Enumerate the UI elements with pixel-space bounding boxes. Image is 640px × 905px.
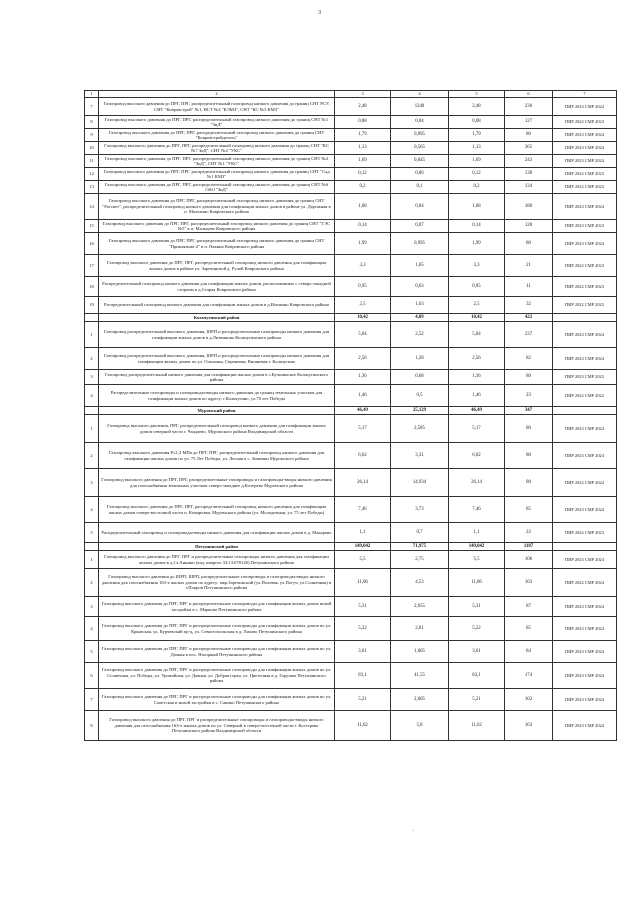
row-number: 2 [85, 348, 99, 370]
value-col3: 1,79 [335, 129, 391, 142]
header-row [85, 91, 617, 98]
object-name: Газопровод высокого давления, ПРГ, распределительный газопровод низкого давления для газификации жилых домов северной части г. Чаадаево, Муромского района Владимирской области [99, 415, 335, 443]
table-row [85, 348, 617, 370]
term: ПИР 2023 СМР 2024 [553, 322, 617, 348]
term: ПИР 2022 СМР 2023 [553, 255, 617, 277]
value-col4: 2,585 [391, 415, 449, 443]
row-number: 8 [85, 711, 99, 741]
object-name: Газопровод высокого давления до ПРГ, ПРГ и распределительные газопроводы для газификации жилых домов по ул. Советская и новой застройки в с. Санино Петушинского района [99, 689, 335, 711]
value-col3: 3,61 [335, 641, 391, 663]
value-col3: 5,22 [335, 617, 391, 641]
value-col3: 11,06 [335, 569, 391, 597]
value-col5: 3,61 [449, 641, 505, 663]
value-col4: 2,52 [391, 322, 449, 348]
value-col3: 0,08 [335, 116, 391, 129]
table-row [85, 116, 617, 129]
value-col6: 84 [505, 641, 553, 663]
value-col6: 22 [505, 523, 553, 543]
value-col5: 1,99 [449, 233, 505, 255]
table-row [85, 443, 617, 469]
value-col5: 7,46 [449, 497, 505, 523]
object-name: Распределительный газопровод низкого давления для газификации жилых домов, расположенных с северо-западной стороны в д.Старая Ковровского района [99, 277, 335, 297]
object-name: Газопровод высокого давления до ПРГ, ПРГ, распределительный газопровод низкого давления до границ СНТ №1 "ЗиД" [99, 116, 335, 129]
header-cell: 1 [85, 91, 99, 98]
value-col5: 5,31 [449, 597, 505, 617]
term: ПИР 2023 СМР 2024 [553, 597, 617, 617]
value-col3: 5,04 [335, 322, 391, 348]
table-row [85, 129, 617, 142]
value-col4: 0,1 [391, 181, 449, 194]
value-col6: 21 [505, 255, 553, 277]
value-col5: 11,62 [449, 711, 505, 741]
value-col6: 102 [505, 689, 553, 711]
table-row [85, 142, 617, 155]
value-col5: 1,79 [449, 129, 505, 142]
row-number: 13 [85, 181, 99, 194]
value-col6: 163 [505, 569, 553, 597]
value-col5: 149,042 [449, 543, 505, 551]
object-name: Газопровод высокого давления до ПРГ, ПРГ, распределительный газопровод низкого давления для газификации жилых домов в районе ул. Заречинской д. Ручей Ковровского района [99, 255, 335, 277]
term: ПИР 2023 СМР 2024 [553, 497, 617, 523]
table-row [85, 469, 617, 497]
value-col5: 1,13 [449, 142, 505, 155]
row-number: 7 [85, 98, 99, 116]
object-name: Газопровод высокого давления до ПРГ, ПРГ и распределительные газопроводы для газификации жилых домов по ул. Крымская, ул. Курчевский пр-д, ул. Севастопольская в д. Ляхово Петушинского района [99, 617, 335, 641]
value-col3: 149,042 [335, 543, 391, 551]
term: ПИР 2022 СМР 2023 [553, 116, 617, 129]
row-number: 4 [85, 385, 99, 407]
object-name: Газопровод распределительный высокого давления, ШРП и распределительные газопроводы низкого давления для газификации жилых домов в д.Литвиново Кольчугинского района [99, 322, 335, 348]
value-col3: 1,68 [335, 194, 391, 220]
object-name: Распределительные газопроводы и газопроводы-вводы низкого давления до границ земельных участков для газификации жилых домов по адресу: г.Кольчугино, ул.70 лет Победы [99, 385, 335, 407]
value-col4: 0,7 [391, 523, 449, 543]
value-col4: 0,995 [391, 233, 449, 255]
value-col4: 1,28 [391, 348, 449, 370]
object-name: Газопровод высокого давления до ПРГ, ПРГ, распределительный газопровод низкого давления до границ СНТ №6 ОАО "ЗиД" [99, 181, 335, 194]
table-row [85, 641, 617, 663]
district-subtotal-row [85, 314, 617, 322]
value-col3: 0,2 [335, 181, 391, 194]
row-number: 18 [85, 277, 99, 297]
row-number: 11 [85, 155, 99, 168]
row-number: 8 [85, 116, 99, 129]
value-col3: 5,5 [335, 551, 391, 569]
value-col4: 0,565 [391, 142, 449, 155]
object-name: Газопровод высокого давления до ПРГ, ПРГ и распределительные газопроводы для газификации жилых домов по ул. Дачная в пос. Нагорный Петушинского района [99, 641, 335, 663]
value-col6: 85 [505, 497, 553, 523]
value-col3: 1,99 [335, 233, 391, 255]
row-number: 1 [85, 322, 99, 348]
object-name: Газопровод высокого давления до ПРГ, ПРГ и распределительные газопроводы для газификации жилых домов новой застройки в с. Марково Петушинского района [99, 597, 335, 617]
value-col5: 5,04 [449, 322, 505, 348]
value-col4: 0,845 [391, 155, 449, 168]
value-col4: 2,75 [391, 551, 449, 569]
row-number: 9 [85, 129, 99, 142]
value-col5: 5,22 [449, 617, 505, 641]
table-row [85, 617, 617, 641]
row-number: 15 [85, 220, 99, 233]
table-row [85, 181, 617, 194]
object-name: Распределительный газопровод и газопроводы-вводы низкого давления для газификации жилых домов в д. Макарово [99, 523, 335, 543]
value-col6: 365 [505, 142, 553, 155]
term [553, 314, 617, 322]
object-name: Газопровод высокого давления Р≤1,2 МПа до ПРГ, ПРГ, распределительный газопровод низкого давления для газификации жилых домов по ул. 75 Лет Победы, ул. Лесная в с. Зименки Муромского района [99, 443, 335, 469]
value-col5: 26,14 [449, 469, 505, 497]
term: ПИР 2023 СМР 2023 [553, 370, 617, 385]
row-number: 19 [85, 297, 99, 314]
term: ПИР 2023 СМР 2024 [553, 689, 617, 711]
term: ПИР 2023 СМР 2024 [553, 711, 617, 741]
row-number: 4 [85, 497, 99, 523]
object-name: Газопровод высокого давления до ПРГ, ПРГ, распределительный газопровод низкого давления до границ СНТ "ГЭС №5" в п. Мальцево Ковровского района [99, 220, 335, 233]
value-col5: 1,1 [449, 523, 505, 543]
value-col6: 236 [505, 98, 553, 116]
object-name: Газопровод высокого давления до ПРГ, ПРГ и распределительные газопроводы низкого давления для газификации жилых домов в д.Ст.Аннино (кад. квартал 33:13:070126) Петушинского района [99, 551, 335, 569]
table-row [85, 168, 617, 181]
table-row [85, 497, 617, 523]
value-col3: 83,1 [335, 663, 391, 689]
term [553, 407, 617, 415]
value-col6: 106 [505, 551, 553, 569]
value-col5: 0,14 [449, 220, 505, 233]
value-col4: 1,65 [391, 255, 449, 277]
value-col3: 3,3 [335, 255, 391, 277]
value-col4: 3,31 [391, 443, 449, 469]
row-number: 3 [85, 469, 99, 497]
value-col3: 2,56 [335, 348, 391, 370]
district-name: Кольчугинский район [99, 314, 335, 322]
header-cell: 3 [335, 91, 391, 98]
value-col5: 1,36 [449, 370, 505, 385]
value-col3: 1,13 [335, 142, 391, 155]
value-col5: 10,42 [449, 314, 505, 322]
value-col5: 5,5 [449, 551, 505, 569]
term [553, 543, 617, 551]
value-col3: 1,69 [335, 155, 391, 168]
value-col5: 11,06 [449, 569, 505, 597]
value-col4: 2,605 [391, 689, 449, 711]
value-col4: 4,09 [391, 314, 449, 322]
term: ПИР 2023 СМР 2024 [553, 155, 617, 168]
value-col5: 46,49 [449, 407, 505, 415]
term: ПИР 2023 СМР 2024 [553, 194, 617, 220]
value-col4: 1,805 [391, 641, 449, 663]
value-col5: 1,68 [449, 194, 505, 220]
value-col6: 85 [505, 617, 553, 641]
table-row [85, 597, 617, 617]
header-cell: 4 [391, 91, 449, 98]
object-name: Газопровод высокого давления до ШРП, ШРП, распределительные газопроводы и газопроводы-вводы низкого давления для газоснабжения 163-х жилых домов по адресу: мкр.Заречинский (ул.Полевая, ул.Погуч, ул.Солнечная) в г.Покров Петушинского района [99, 569, 335, 597]
term: ПИР 2023 СМР 2024 [553, 129, 617, 142]
value-col4: 0,07 [391, 220, 449, 233]
value-col5: 1,46 [449, 385, 505, 407]
value-col6: 80 [505, 415, 553, 443]
row-number: 2 [85, 569, 99, 597]
district-name: Петушинский район [99, 543, 335, 551]
value-col3: 6,62 [335, 443, 391, 469]
value-col6: 1187 [505, 543, 553, 551]
value-col6: 243 [505, 155, 553, 168]
value-col4: 0,68 [391, 370, 449, 385]
term: ПИР 2023 СМР 2024 [553, 551, 617, 569]
value-col6: 80 [505, 129, 553, 142]
value-col5: 1,69 [449, 155, 505, 168]
object-name: Газопровод высокого давления до ПРГ, ПРГ и распределительные газопроводы для газификации жилых домов по ул. Солнечная, ул. Победы, ул. Урожайная, ул. Дачная, ул. Добрая горка, ул. Цветочная в д. Горушка Петушинского района [99, 663, 335, 689]
object-name: Газопровод высокого давления до ПРГ, ПРГ, распределительный газопровод низкого давления до границ СНТ №2 "ЗиД", СНТ №1 "УКС" [99, 155, 335, 168]
value-col4: 0,04 [391, 116, 449, 129]
value-col5: 2,56 [449, 348, 505, 370]
term: ПИР 2022 СМР 2024 [553, 569, 617, 597]
row-number: 1 [85, 415, 99, 443]
value-col3: 2,5 [335, 297, 391, 314]
table-row [85, 569, 617, 597]
value-col3: 26,14 [335, 469, 391, 497]
value-col4: 14,934 [391, 469, 449, 497]
value-col5: 0,08 [449, 116, 505, 129]
header-cell: 5 [449, 91, 505, 98]
value-col3: 2,48 [335, 98, 391, 116]
value-col6: 23 [505, 385, 553, 407]
row-number [85, 314, 99, 322]
row-number: 12 [85, 168, 99, 181]
table-row [85, 663, 617, 689]
row-number: 14 [85, 194, 99, 220]
value-col3: 0,14 [335, 220, 391, 233]
term: ПИР 2022 СМР 2024 [553, 469, 617, 497]
row-number: 5 [85, 523, 99, 543]
term: ПИР 2023 СМР 2024 [553, 663, 617, 689]
table-row [85, 370, 617, 385]
value-col3: 5,21 [335, 689, 391, 711]
table-row [85, 711, 617, 741]
term: ПИР 2023 СМР 2024 [553, 233, 617, 255]
object-name: Газопровод высокого давления до ПРГ, ПРГ, распределительный газопровод низкого давления до границ СНТ РСУ, СНТ "Ковровстрой" №1, НСТ №4 "КЭМЗ", СНТ "КС №3 КМЗ" [99, 98, 335, 116]
value-col5: 3,3 [449, 255, 505, 277]
header-cell: 2 [99, 91, 335, 98]
table-row [85, 415, 617, 443]
value-col3: 46,49 [335, 407, 391, 415]
value-col5: 5,17 [449, 415, 505, 443]
row-number [85, 407, 99, 415]
table-row [85, 255, 617, 277]
row-number: 3 [85, 370, 99, 385]
row-number: 5 [85, 641, 99, 663]
value-col6: 82 [505, 348, 553, 370]
term: ПИР 2022 СМР 2023 [553, 297, 617, 314]
value-col4: 2,61 [391, 617, 449, 641]
value-col3: 0,12 [335, 168, 391, 181]
value-col3: 11,62 [335, 711, 391, 741]
value-col3: 5,31 [335, 597, 391, 617]
term: ПИР 2023 СМР 2023 [553, 220, 617, 233]
value-col3: 5,17 [335, 415, 391, 443]
value-col6: 174 [505, 663, 553, 689]
term: ПИР 2023 СМР 2024 [553, 415, 617, 443]
district-subtotal-row [85, 543, 617, 551]
object-name: Газопровод высокого давления до ПРГ, ПРГ, распределительный газопровод низкого давления до границ СНТ "Рассвет", распределительный газопровод низкого давления для газификации жилых домов в районе ул. Дорожная в п. Мальтино Ковровского района [99, 194, 335, 220]
object-name: Газопровод распределительный низкого давления для газификации жилых домов в с.Кучшинское Кольчугинского района [99, 370, 335, 385]
row-number: 7 [85, 689, 99, 711]
value-col4: 0,84 [391, 194, 449, 220]
value-col4: 25,129 [391, 407, 449, 415]
value-col6: 237 [505, 322, 553, 348]
row-number: 16 [85, 233, 99, 255]
table-row [85, 220, 617, 233]
row-number: 17 [85, 255, 99, 277]
table-row [85, 322, 617, 348]
term: ПИР 2022 СМР 2023 [553, 181, 617, 194]
value-col6: 80 [505, 443, 553, 469]
footer-mark: · [412, 828, 414, 834]
value-col6: 80 [505, 370, 553, 385]
value-col3: 1,1 [335, 523, 391, 543]
value-col5: 5,21 [449, 689, 505, 711]
value-col4: 0,06 [391, 168, 449, 181]
value-col4: 41,55 [391, 663, 449, 689]
value-col4: 0,63 [391, 277, 449, 297]
header-cell: 6 [505, 91, 553, 98]
term: ПИР 2023 СМР 2024 [553, 443, 617, 469]
value-col4: 3,73 [391, 497, 449, 523]
value-col5: 6,62 [449, 443, 505, 469]
object-name: Газопровод высокого давления до ПРГ, ПРГ, распределительный газопровод низкого давления до границ СНТ "КС №7 ЗиД", СНТ №2 "УКС" [99, 142, 335, 155]
object-name: Газопровод высокого давления до ПРГ, ПРГ, распределительный газопровод низкого давления для газификации жилых домов северо-восточной части п. Комаровка, Муромского района (ул. Молодежная, ул. 75 лет Победы) [99, 497, 335, 523]
value-col5: 0,12 [449, 168, 505, 181]
term: ПИР 2023 СМР 2024 [553, 348, 617, 370]
object-name: Газопровод высокого давления до ПРГ, ПРГ, распределительный газопровод низкого давления до границ СНТ "Ковровстройдеталь" [99, 129, 335, 142]
object-name: Газопровод высокого давления до ПРГ, ПРГ, распределительный газопровод низкого давления до границ СНТ "Сад №1 КМЗ" [99, 168, 335, 181]
term: ПИР 2022 СМР 2023 [553, 523, 617, 543]
value-col6: 80 [505, 233, 553, 255]
row-number: 10 [85, 142, 99, 155]
value-col3: 1,46 [335, 385, 391, 407]
value-col5: 2,48 [449, 98, 505, 116]
object-name: Газопровод высокого давления до ПРГ, ПРГ, распределительный газопровод низкого давления до границ СНТ "Приклязьма-2" в п. Пакино Ковровского района [99, 233, 335, 255]
value-col6: 80 [505, 469, 553, 497]
value-col3: 7,46 [335, 497, 391, 523]
value-col6: 11 [505, 277, 553, 297]
value-col6: 163 [505, 711, 553, 741]
table-row [85, 385, 617, 407]
table-row [85, 277, 617, 297]
term: ПИР 2023 СМР 2024 [553, 641, 617, 663]
term: ПИР 2022 СМР 2023 [553, 277, 617, 297]
value-col5: 2,5 [449, 297, 505, 314]
table-row [85, 155, 617, 168]
object-name: Газопровод высокого давления до ПРГ, ПРГ, распределительные газопроводы и газопроводы-вводы низкого давления для газоснабжения земельных участков северо-западнее д.Клтерево Муромского района [99, 469, 335, 497]
value-col4: 1240 [391, 98, 449, 116]
value-col6: 422 [505, 314, 553, 322]
value-col6: 127 [505, 116, 553, 129]
term: ПИР 2023 СМР 2024 [553, 617, 617, 641]
row-number: 1 [85, 551, 99, 569]
value-col6: 130 [505, 168, 553, 181]
value-col4: 2,655 [391, 597, 449, 617]
gasification-table [84, 90, 617, 741]
value-col5: 0,2 [449, 181, 505, 194]
row-number [85, 543, 99, 551]
value-col5: 83,1 [449, 663, 505, 689]
table-row [85, 297, 617, 314]
header-cell: 7 [553, 91, 617, 98]
value-col4: 0,5 [391, 385, 449, 407]
object-name: Газопровод распределительный высокого давления, ШРП и распределительные газопроводы низкого давления для газификации жилых домов по ул. Ольховая, Сиреневая, Вишневая г. Кольчугино [99, 348, 335, 370]
value-col6: 180 [505, 194, 553, 220]
value-col3: 10,42 [335, 314, 391, 322]
term: ПИР 2023 СМР 2024 [553, 98, 617, 116]
value-col6: 87 [505, 597, 553, 617]
value-col3: 0,95 [335, 277, 391, 297]
row-number: 4 [85, 617, 99, 641]
table-row [85, 551, 617, 569]
object-name: Распределительный газопровод низкого давления для газификации жилых домов в д.Ильмино Ковровского района [99, 297, 335, 314]
term: ПИР 2022 СМР 2023 [553, 168, 617, 181]
value-col6: 347 [505, 407, 553, 415]
row-number: 6 [85, 663, 99, 689]
row-number: 2 [85, 443, 99, 469]
value-col3: 1,36 [335, 370, 391, 385]
value-col5: 0,95 [449, 277, 505, 297]
value-col4: 5,8 [391, 711, 449, 741]
table-row [85, 689, 617, 711]
row-number: 3 [85, 597, 99, 617]
table-row [85, 523, 617, 543]
value-col6: 128 [505, 220, 553, 233]
page-number: 3 [318, 10, 321, 16]
value-col6: 134 [505, 181, 553, 194]
value-col6: 32 [505, 297, 553, 314]
table-row [85, 194, 617, 220]
value-col4: 1,63 [391, 297, 449, 314]
value-col4: 4,53 [391, 569, 449, 597]
term: ПИР 2023 СМР 2024 [553, 142, 617, 155]
table-row [85, 233, 617, 255]
value-col4: 71,975 [391, 543, 449, 551]
object-name: Газопровод высокого давления до ПРГ, ПРГ и распределительные газопроводы и газопроводы-вводы низкого давления для газоснабжения 163-х жилых домов по ул. Северной в северо-восточной части г. Костерево Петушинского района Владимирской области [99, 711, 335, 741]
table-row [85, 98, 617, 116]
value-col4: 0,895 [391, 129, 449, 142]
district-name: Муромский район [99, 407, 335, 415]
term: ПИР 2022 СМР 2022 [553, 385, 617, 407]
district-subtotal-row [85, 407, 617, 415]
